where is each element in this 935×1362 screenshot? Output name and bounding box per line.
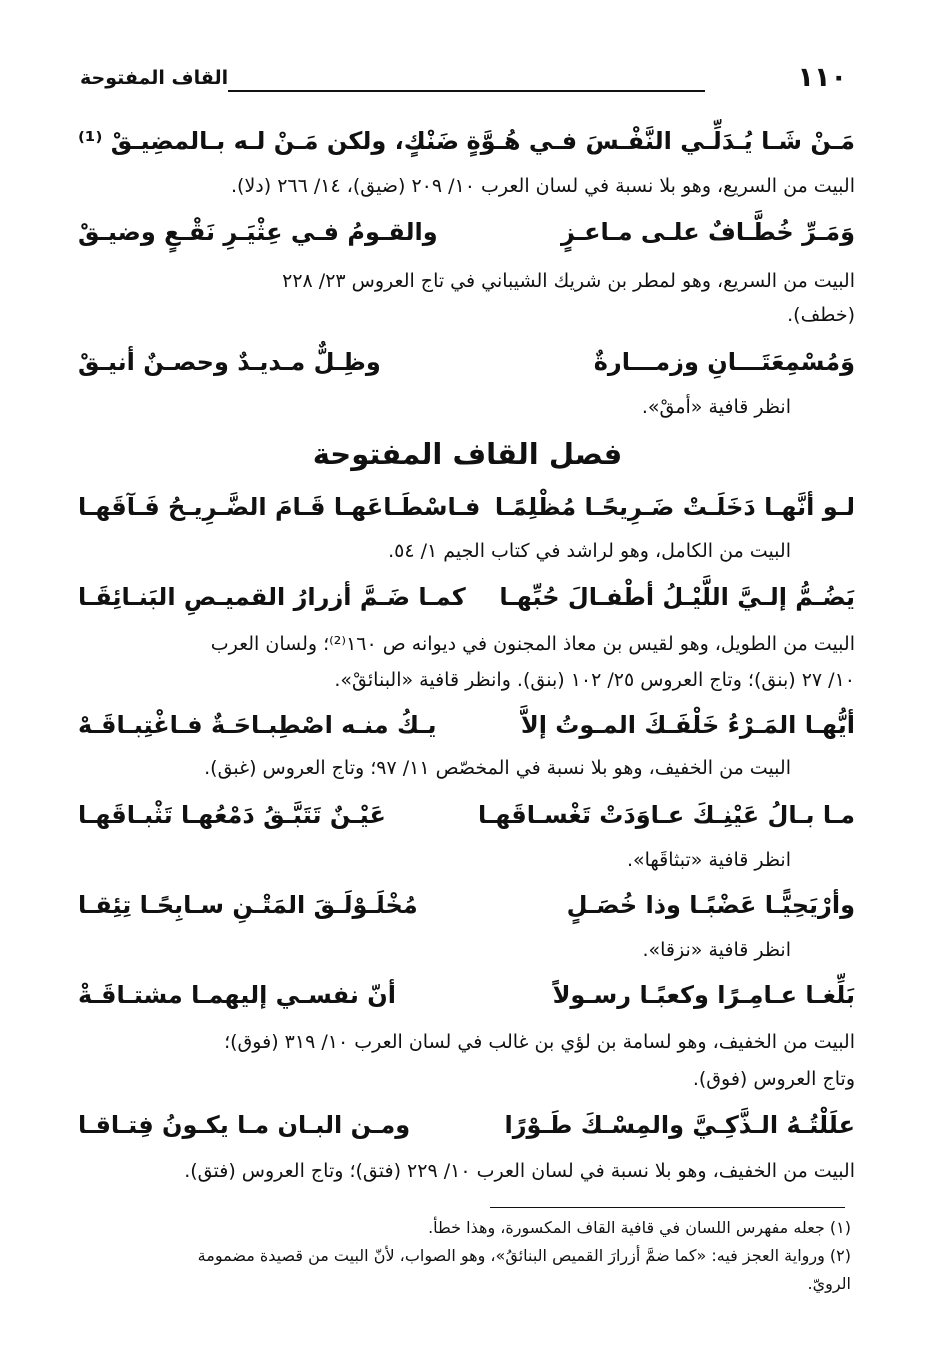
cross-reference-note: انظر قافية «تبثاقَها». [626,849,791,871]
verse-second-hemistich: والقـومُ فـي عِثْيَـرِ نَقْـعٍ وضيـقْ [78,218,438,246]
source-note: البيت من الكامل، وهو لراشد في كتاب الجيم ١/ ٥٤. [388,540,791,562]
page-number: ١١٠ [797,62,847,93]
verse-first-hemistich: وَمَـرِّ خُطَّـافٌ علـى مـاعـزٍ [560,218,855,246]
verse-second-hemistich: أنّ نفسـي إليهمـا مشتـاقَـةْ [78,981,396,1009]
footnote-2-continued: الرويّ. [807,1274,851,1293]
footnote-2: (٢) ورواية العجز فيه: «كما ضمَّ أزرارَ القميص البنائقُ»، وهو الصواب، لأنّ البيت من قصيدة مضمومة [197,1246,851,1265]
cross-reference-note: انظر قافية «أمقْ». [641,396,791,418]
source-note-continued: (خطف). [787,304,855,326]
verse-line [78,340,855,384]
verse-second-hemistich: كمـا ضَـمَّ أزرارُ القميـصِ البَنـائِقَـا [78,583,466,611]
verse-line [78,485,855,529]
verse-first-hemistich: مـا بـالُ عَيْنِـكَ عـاوَدَتْ تَغْسـاقَهـا [477,801,855,829]
verse-first-hemistich: أيُّهـا المَـرْءُ خَلْفَـكَ المـوتُ إلاَّ [520,711,855,739]
source-note: البيت من الطويل، وهو لقيس بن معاذ المجنون في ديوانه ص ١٦٠⁽²⁾؛ ولسان العرب [210,633,855,655]
source-note: البيت من الخفيف، وهو لسامة بن لؤي بن غالب في لسان العرب ١٠/ ٣١٩ (فوق)؛ [224,1031,855,1053]
verse-line [78,973,855,1017]
footnote-rule [490,1207,845,1208]
header-rule [228,90,705,92]
source-note: البيت من الخفيف، وهو بلا نسبة في لسان العرب ١٠/ ٢٢٩ (فتق)؛ وتاج العروس (فتق). [184,1160,855,1182]
verse-first-hemistich: وأرْيَحِيًّـا عَضْبًـا وذا خُصَـلٍ [566,891,855,919]
source-note: البيت من الخفيف، وهو بلا نسبة في المخصّص ١١/ ٩٧؛ وتاج العروس (غبق). [204,757,791,779]
footnote-1: (١) جعله مفهرس اللسان في قافية القاف المكسورة، وهذا خطأ. [428,1218,851,1237]
verse-first-hemistich: بَلِّغـا عـامِـرًا وكعبًـا رسـولاً [552,981,855,1009]
source-note: البيت من السريع، وهو بلا نسبة في لسان العرب ١٠/ ٢٠٩ (ضيق)، ١٤/ ٢٦٦ (دلا). [231,175,855,197]
verse-second-hemistich: مُخْلَـوْلَـقَ المَتْـنِ سـابِحًـا تِئِقـا [78,891,418,919]
verse-line [78,575,855,619]
source-note-continued: ١٠/ ٢٧ (بنق)؛ وتاج العروس ٢٥/ ١٠٢ (بنق). وانظر قافية «البنائقْ». [334,669,855,691]
verse-line [78,703,855,747]
verse-first-hemistich: يَضُـمُّ إلـيَّ اللَّيْـلُ أطْفـالَ حُبِّهـا [499,583,855,611]
source-note: البيت من السريع، وهو لمطر بن شريك الشيباني في تاج العروس ٢٣/ ٢٢٨ [282,270,855,292]
verse-line [78,210,855,254]
verse-line [78,883,855,927]
verse-second-hemistich: فـاسْطَـاعَهـا قَـامَ الضَّـرِيـحُ فَـآقَهـا [78,493,481,521]
cross-reference-note: انظر قافية «نزقا». [642,939,791,961]
verse-second-hemistich: ضَنْكٍ، ولكن مَـنْ لـه بـالمضِيـقْ ⁽¹⁾ [78,127,460,155]
verse-first-hemistich: وَمُسْمِعَتَـــانِ وزمـــارةٌ [593,348,855,376]
page-header [80,62,855,96]
verse-line [78,1103,855,1147]
verse-first-hemistich: لـو أنَّهـا دَخَلَـتْ ضَـرِيحًـا مُظْلِمًـا [494,493,855,521]
verse-line [78,793,855,837]
section-heading: فصل القاف المفتوحة [312,437,623,471]
verse-first-hemistich: مَـنْ شَـا يُـدَلِّـي النَّفْـسَ فـي هُـوَّةٍ [466,127,855,155]
verse-second-hemistich: يـكُ منـه اصْطِبـاحَـةٌ فـاغْتِبـاقَـهْ [78,711,437,739]
verse-line [78,119,855,163]
verse-second-hemistich: عَيْـنٌ تَتَبَّـقُ دَمْعُهـا تَثْبـاقَهـا [78,801,386,829]
source-note-continued: وتاج العروس (فوق). [692,1068,855,1090]
verse-second-hemistich: وظِـلٌّ مـديـدٌ وحصـنٌ أنيـقْ [78,348,381,376]
verse-first-hemistich: علَلْتُـهُ الـذَّكِـيَّ والمِسْـكَ طَـوْرًا [504,1111,855,1139]
running-title: القاف المفتوحة [80,67,229,89]
verse-second-hemistich: ومـن البـان مـا يكـونُ فِتـاقـا [78,1111,411,1139]
